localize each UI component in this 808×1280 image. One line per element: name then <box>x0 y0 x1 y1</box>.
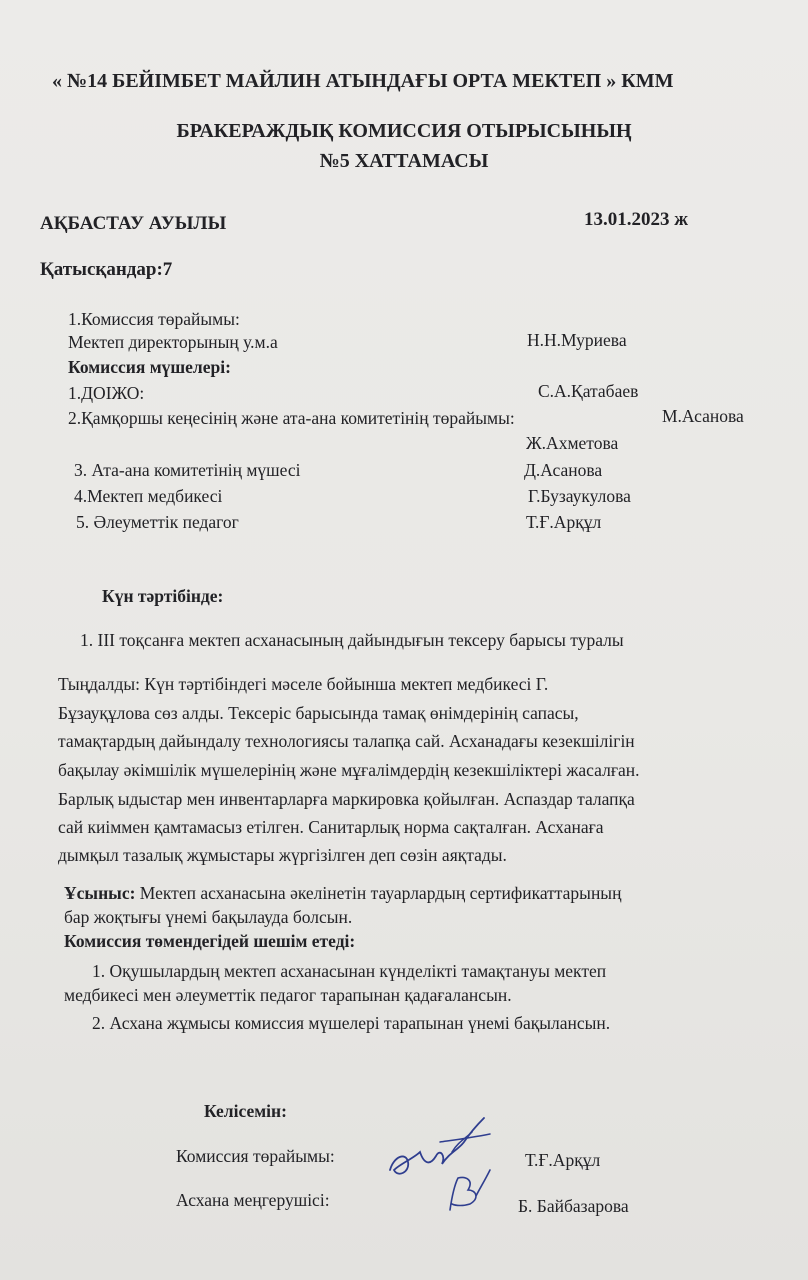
chair-name: Н.Н.Муриева <box>527 330 627 350</box>
heard-line: сай киіммен қамтамасыз етілген. Санитарлық норма сақталған. Асханаға <box>58 817 604 837</box>
decision-item-line: медбикесі мен әлеуметтік педагог тарапынан қадағалансын. <box>64 985 512 1005</box>
heard-line: Барлық ыдыстар мен инвентарларға маркировка қойылған. Аспаздар талапқа <box>58 789 635 809</box>
member-name: Д.Асанова <box>524 460 603 480</box>
heard-line: Бұзауқұлова сөз алды. Тексеріс барысында тамақ өнімдерінің сапасы, <box>58 703 579 723</box>
chair-signature-label: Комиссия төрайымы: <box>176 1146 335 1166</box>
heard-line: дымқыл тазалық жұмыстары жүргізілген деп сөзін аяқтады. <box>58 845 507 865</box>
protocol-title-line1: БРАКЕРАЖДЫҚ КОМИССИЯ ОТЫРЫСЫНЫҢ <box>176 120 632 142</box>
chair-signature-name: Т.Ғ.Арқұл <box>525 1150 601 1170</box>
kitchen-signature-label: Асхана меңгерушісі: <box>176 1190 330 1210</box>
member-role: 3. Ата-ана комитетінің мүшесі <box>74 460 301 480</box>
heard-line: тамақтардың дайындалу технологиясы талапқа сай. Асханадағы кезекшілігін <box>58 731 635 751</box>
proposal-text: Мектеп асханасына әкелінетін тауарлардың сертификаттарының <box>135 883 622 903</box>
members-heading: Комиссия мүшелері: <box>68 357 231 377</box>
date: 13.01.2023 ж <box>584 209 689 230</box>
member-role: 2.Қамқоршы кеңесінің және ата-ана комитетінің төрайымы: <box>68 408 515 428</box>
member-role: 5. Әлеуметтік педагог <box>76 512 239 532</box>
decision-item-line: 2. Асхана жұмысы комиссия мүшелері тарапынан үнемі бақылансын. <box>92 1013 611 1033</box>
school-name: « №14 БЕЙІМБЕТ МАЙЛИН АТЫНДАҒЫ ОРТА МЕКТЕП » КММ <box>52 70 674 92</box>
proposal-line1 <box>64 883 621 904</box>
agenda-item: 1. ІІІ тоқсанға мектеп асханасының дайындығын тексеру барысы туралы <box>80 630 624 650</box>
chair-heading: 1.Комиссия төрайымы: <box>68 309 240 329</box>
proposal-label: Ұсыныс: <box>64 883 136 903</box>
member-role: 4.Мектеп медбикесі <box>74 486 223 506</box>
agenda-heading: Күн тәртібінде: <box>102 586 224 606</box>
participants: Қатысқандар:7 <box>40 259 173 280</box>
member-name: Г.Бузаукулова <box>528 486 631 506</box>
protocol-title-line2: №5 ХАТТАМАСЫ <box>319 150 489 172</box>
member-name: С.А.Қатабаев <box>538 381 639 401</box>
kitchen-signature-name: Б. Байбазарова <box>518 1196 629 1216</box>
member-name: Т.Ғ.Арқұл <box>526 512 602 532</box>
proposal-line2: бар жоқтығы үнемі бақылауда болсын. <box>64 907 353 927</box>
kitchen-signature-mark <box>440 1160 500 1220</box>
decision-item-line: 1. Оқушылардың мектеп асханасынан күнделікті тамақтануы мектеп <box>92 961 607 981</box>
member-role: 1.ДОІЖО: <box>68 383 145 403</box>
chair-role: Мектеп директорының у.м.а <box>68 332 278 352</box>
heard-line: Тыңдалды: Күн тәртібіндегі мәселе бойынша мектеп медбикесі Г. <box>58 674 549 694</box>
decision-heading: Комиссия төмендегідей шешім етеді: <box>64 931 356 951</box>
member-name: М.Асанова <box>662 406 744 426</box>
member-name: Ж.Ахметова <box>526 433 619 453</box>
heard-line: бақылау әкімшілік мүшелерінің және мұғалімдердің кезекшіліктері жасалған. <box>58 760 640 780</box>
agreed-label: Келісемін: <box>204 1101 287 1121</box>
place: АҚБАСТАУ АУЫЛЫ <box>40 213 227 234</box>
